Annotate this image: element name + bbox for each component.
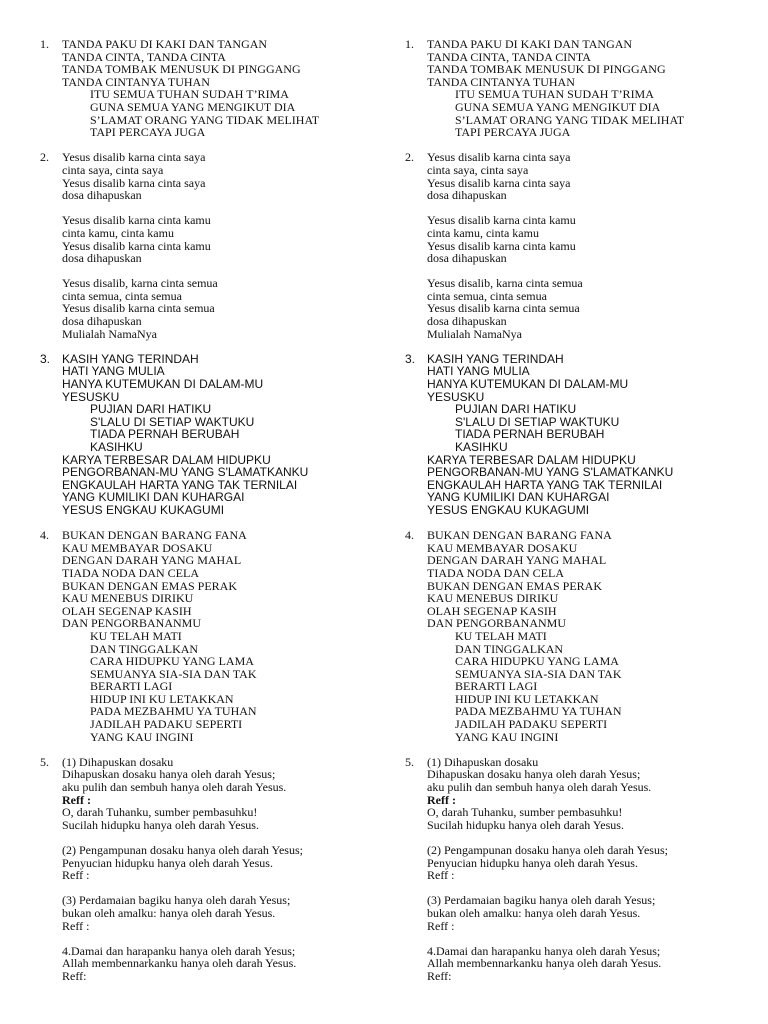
lyric-line: PADA MEZBAHMU YA TUHAN [90, 704, 257, 719]
lyric-line: DAN TINGGALKAN [455, 641, 564, 656]
lyric-line: dosa dihapuskan [427, 251, 507, 266]
lyric-line: KARYA TERBESAR DALAM HIDUPKU [427, 452, 636, 467]
lyric-line: BUKAN DENGAN EMAS PERAK [427, 578, 603, 593]
song-lines [40, 353, 380, 517]
lyric-line: ITU SEMUA TUHAN SUDAH T’RIMA [90, 87, 289, 102]
refrain-label: Reff : [427, 792, 456, 807]
lyric-line: HATI YANG MULIA [62, 364, 165, 379]
lyric-line: GUNA SEMUA YANG MENGIKUT DIA [455, 99, 661, 114]
lyric-line: SEMUANYA SIA-SIA DAN TAK [90, 666, 257, 681]
lyric-line: dosa dihapuskan [427, 188, 507, 203]
song-number: 2. [405, 150, 414, 165]
song-number: 1. [405, 37, 414, 51]
lyric-line: dosa dihapuskan [62, 251, 142, 266]
lyric-line: YESUS ENGKAU KUKAGUMI [427, 502, 590, 517]
song-lines [40, 529, 380, 743]
lyric-line: DENGAN DARAH YANG MAHAL [427, 553, 607, 568]
lyric-line: Reff : [427, 868, 455, 883]
lyric-line: 4.Damai dan harapanku hanya oleh darah Yesus; [427, 943, 661, 958]
lyric-line: Mulialah NamaNya [427, 326, 522, 341]
lyric-line: JADILAH PADAKU SEPERTI [90, 717, 243, 732]
lyric-line: Yesus disalib karna cinta saya [62, 175, 206, 190]
lyric-line: (1) Dihapuskan dosaku [427, 754, 539, 769]
lyric-line: TANDA TOMBAK MENUSUK DI PINGGANG [62, 62, 301, 77]
lyric-line: TIADA PERNAH BERUBAH [90, 427, 240, 442]
refrain-label: Reff : [62, 792, 91, 807]
lyric-line: YANG KAU INGINI [90, 729, 194, 744]
lyric-line: Yesus disalib, karna cinta semua [427, 276, 583, 291]
lyric-line: TAPI PERCAYA JUGA [455, 125, 571, 140]
lyric-line: DENGAN DARAH YANG MAHAL [62, 553, 242, 568]
lyric-line: cinta saya, cinta saya [427, 162, 529, 177]
lyric-line: (1) Dihapuskan dosaku [62, 754, 174, 769]
lyric-line: GUNA SEMUA YANG MENGIKUT DIA [90, 99, 296, 114]
lyric-line: KAU MEMBAYAR DOSAKU [427, 540, 578, 555]
lyric-line: CARA HIDUPKU YANG LAMA [90, 654, 254, 669]
lyric-line: S'LALU DI SETIAP WAKTUKU [455, 414, 620, 429]
lyric-line: Reff : [62, 918, 90, 933]
song-block-5 [405, 756, 745, 983]
lyric-line: TIADA NODA DAN CELA [62, 565, 199, 580]
lyric-line: YANG KAU INGINI [455, 729, 559, 744]
lyric-line: S'LALU DI SETIAP WAKTUKU [90, 414, 255, 429]
lyric-line: O, darah Tuhanku, sumber pembasuhku! [427, 805, 623, 820]
lyric-line: Yesus disalib karna cinta semua [427, 301, 580, 316]
lyric-line: Reff: [62, 968, 87, 983]
lyric-line: Allah membennarkanku hanya oleh darah Yesus. [62, 956, 297, 971]
song-spacer [405, 340, 745, 353]
song-block-2 [405, 151, 745, 340]
lyric-line: cinta semua, cinta semua [62, 288, 182, 303]
song-number: 5. [405, 754, 414, 769]
lyric-line: TIADA NODA DAN CELA [427, 565, 564, 580]
lyric-line: HANYA KUTEMUKAN DI DALAM-MU [62, 377, 264, 392]
lyric-line: cinta semua, cinta semua [427, 288, 547, 303]
song-number: 3. [405, 351, 416, 366]
lyric-line: KAU MENEBUS DIRIKU [62, 591, 194, 606]
lyric-line: DAN TINGGALKAN [90, 641, 199, 656]
song-block-1 [40, 38, 380, 139]
lyric-line: S’LAMAT ORANG YANG TIDAK MELIHAT [455, 112, 685, 127]
lyric-line: BUKAN DENGAN BARANG FANA [62, 528, 247, 543]
lyric-line: (2) Pengampunan dosaku hanya oleh darah Yesus; [427, 843, 668, 857]
song-block-2 [40, 151, 380, 340]
lyric-line: BERARTI LAGI [455, 679, 538, 694]
lyric-line: Yesus disalib, karna cinta semua [62, 276, 218, 291]
lyric-line: PUJIAN DARI HATIKU [455, 402, 577, 417]
lyric-line: Penyucian hidupku hanya oleh darah Yesus. [62, 855, 273, 870]
lyric-line: Yesus disalib karna cinta kamu [427, 213, 576, 228]
lyric-line: Allah membennarkanku hanya oleh darah Yesus. [427, 956, 662, 971]
song-number: 1. [40, 37, 49, 51]
lyric-line: (2) Pengampunan dosaku hanya oleh darah Yesus; [62, 843, 303, 857]
song-lines [405, 529, 745, 743]
lyric-line: Mulialah NamaNya [62, 326, 157, 341]
lyric-line: Reff: [427, 968, 452, 983]
lyric-line: YESUSKU [427, 389, 485, 404]
lyric-line: cinta kamu, cinta kamu [427, 225, 539, 240]
lyric-line: BUKAN DENGAN EMAS PERAK [62, 578, 238, 593]
lyric-line: TIADA PERNAH BERUBAH [455, 427, 605, 442]
lyric-line: PENGORBANAN-MU YANG S'LAMATKANKU [427, 465, 674, 480]
lyric-line: HANYA KUTEMUKAN DI DALAM-MU [427, 377, 629, 392]
lyric-line: Reff : [427, 918, 455, 933]
song-number: 2. [40, 150, 49, 165]
lyric-line: S’LAMAT ORANG YANG TIDAK MELIHAT [90, 112, 320, 127]
song-block-3 [40, 353, 380, 517]
song-spacer [405, 743, 745, 756]
lyric-line: Dihapuskan dosaku hanya oleh darah Yesus; [62, 767, 276, 782]
lyric-line: bukan oleh amalku: hanya oleh darah Yesus. [427, 905, 641, 920]
song-lines [405, 756, 745, 983]
lyric-line: JADILAH PADAKU SEPERTI [455, 717, 608, 732]
lyric-line: DAN PENGORBANANMU [427, 616, 567, 631]
lyric-line: YANG KUMILIKI DAN KUHARGAI [62, 490, 245, 505]
lyric-line: KASIH YANG TERINDAH [62, 351, 199, 366]
lyric-line: KASIHKU [90, 440, 143, 454]
lyric-line: Yesus disalib karna cinta saya [62, 150, 206, 165]
lyric-line: dosa dihapuskan [62, 188, 142, 203]
lyric-line: KASIHKU [455, 440, 508, 454]
lyric-line: HIDUP INI KU LETAKKAN [455, 691, 599, 706]
lyric-line: TANDA CINTA, TANDA CINTA [427, 49, 591, 64]
lyric-line: cinta kamu, cinta kamu [62, 225, 174, 240]
lyric-line: Yesus disalib karna cinta kamu [62, 238, 211, 253]
lyric-line: BERARTI LAGI [90, 679, 173, 694]
stanza-gap [62, 932, 380, 945]
song-lines [40, 151, 380, 340]
lyric-line: YANG KUMILIKI DAN KUHARGAI [427, 490, 610, 505]
song-spacer [40, 340, 380, 353]
song-number: 4. [405, 528, 414, 543]
lyric-line: TANDA CINTA, TANDA CINTA [62, 49, 226, 64]
lyric-line: Sucilah hidupku hanya oleh darah Yesus. [62, 817, 259, 832]
lyric-line: cinta saya, cinta saya [62, 162, 164, 177]
lyric-line: O, darah Tuhanku, sumber pembasuhku! [62, 805, 258, 820]
song-block-1 [405, 38, 745, 139]
lyric-line: Yesus disalib karna cinta kamu [62, 213, 211, 228]
stanza-gap [427, 932, 745, 945]
lyric-line: dosa dihapuskan [427, 314, 507, 329]
lyric-line: TANDA PAKU DI KAKI DAN TANGAN [427, 37, 633, 51]
song-number: 4. [40, 528, 49, 543]
lyric-line: KU TELAH MATI [455, 628, 547, 643]
lyric-line: CARA HIDUPKU YANG LAMA [455, 654, 619, 669]
lyric-line: KASIH YANG TERINDAH [427, 351, 564, 366]
lyric-line: HIDUP INI KU LETAKKAN [90, 691, 234, 706]
song-lines [40, 38, 380, 139]
lyric-line: Penyucian hidupku hanya oleh darah Yesus. [427, 855, 638, 870]
lyric-line: bukan oleh amalku: hanya oleh darah Yesus. [62, 905, 276, 920]
lyric-line: TANDA PAKU DI KAKI DAN TANGAN [62, 37, 268, 51]
song-spacer [40, 743, 380, 756]
lyric-line: aku pulih dan sembuh hanya oleh darah Yesus. [62, 780, 287, 795]
song-block-5 [40, 756, 380, 983]
lyric-line: HATI YANG MULIA [427, 364, 530, 379]
lyric-line: KAU MENEBUS DIRIKU [427, 591, 559, 606]
song-block-4 [40, 529, 380, 743]
lyric-line: SEMUANYA SIA-SIA DAN TAK [455, 666, 622, 681]
lyric-line: YESUSKU [62, 389, 120, 404]
lyrics-column-left [40, 38, 380, 983]
lyric-line: ENGKAULAH HARTA YANG TAK TERNILAI [427, 477, 663, 492]
lyric-line: Reff : [62, 868, 90, 883]
song-block-3 [405, 353, 745, 517]
lyric-line: Sucilah hidupku hanya oleh darah Yesus. [427, 817, 624, 832]
lyric-line: OLAH SEGENAP KASIH [62, 603, 192, 618]
lyric-line: YESUS ENGKAU KUKAGUMI [62, 502, 225, 517]
lyric-line: TANDA CINTANYA TUHAN [427, 74, 575, 89]
lyrics-column-right [405, 38, 745, 983]
lyric-line: DAN PENGORBANANMU [62, 616, 202, 631]
lyric-line: Yesus disalib karna cinta saya [427, 150, 571, 165]
song-block-4 [405, 529, 745, 743]
lyric-line: Yesus disalib karna cinta saya [427, 175, 571, 190]
lyric-line: dosa dihapuskan [62, 314, 142, 329]
lyric-line: Yesus disalib karna cinta semua [62, 301, 215, 316]
lyric-line: TANDA TOMBAK MENUSUK DI PINGGANG [427, 62, 666, 77]
lyric-line: 4.Damai dan harapanku hanya oleh darah Yesus; [62, 943, 296, 958]
lyric-line: PADA MEZBAHMU YA TUHAN [455, 704, 622, 719]
lyric-line: OLAH SEGENAP KASIH [427, 603, 557, 618]
song-number: 5. [40, 754, 49, 769]
lyric-line: ENGKAULAH HARTA YANG TAK TERNILAI [62, 477, 298, 492]
lyric-line: KAU MEMBAYAR DOSAKU [62, 540, 213, 555]
lyric-line: KU TELAH MATI [90, 628, 182, 643]
song-lines [405, 353, 745, 517]
lyric-line: PUJIAN DARI HATIKU [90, 402, 212, 417]
lyric-line: aku pulih dan sembuh hanya oleh darah Yesus. [427, 780, 652, 795]
song-lines [40, 756, 380, 983]
song-number: 3. [40, 351, 51, 366]
song-lines [405, 38, 745, 139]
lyric-line: (3) Perdamaian bagiku hanya oleh darah Yesus; [427, 893, 656, 908]
lyric-line: ITU SEMUA TUHAN SUDAH T’RIMA [455, 87, 654, 102]
lyric-line: BUKAN DENGAN BARANG FANA [427, 528, 612, 543]
lyric-line: (3) Perdamaian bagiku hanya oleh darah Yesus; [62, 893, 291, 908]
lyric-line: KARYA TERBESAR DALAM HIDUPKU [62, 452, 271, 467]
lyric-line: TAPI PERCAYA JUGA [90, 125, 206, 140]
lyric-line: PENGORBANAN-MU YANG S'LAMATKANKU [62, 465, 309, 480]
lyric-line: Yesus disalib karna cinta kamu [427, 238, 576, 253]
song-lines [405, 151, 745, 340]
lyric-line: Dihapuskan dosaku hanya oleh darah Yesus; [427, 767, 641, 782]
lyric-line: TANDA CINTANYA TUHAN [62, 74, 210, 89]
